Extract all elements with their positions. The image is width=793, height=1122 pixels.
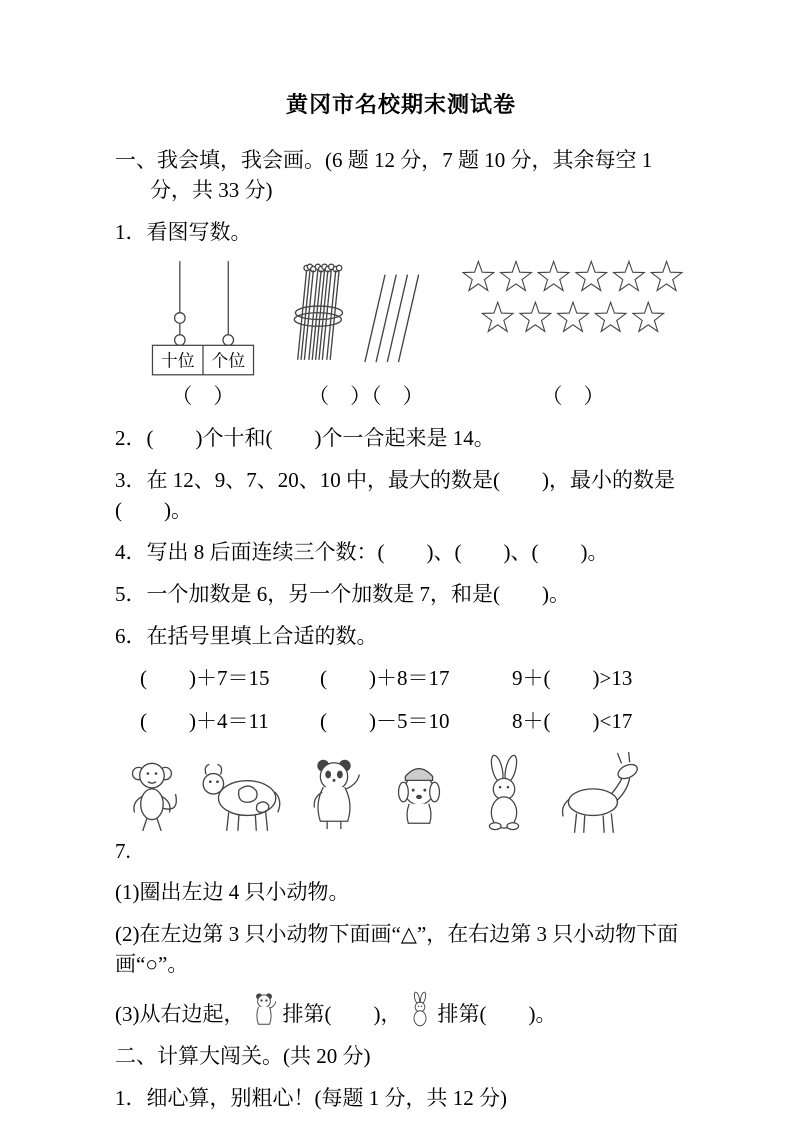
rabbit-icon (465, 751, 543, 837)
sticks-column (273, 259, 459, 409)
monkey-icon (119, 751, 189, 837)
q6-equations-row1 (115, 663, 687, 693)
panda-small-icon (248, 991, 280, 1029)
question-7-item2: (2)在左边第 3 只小动物下面画“△”，在右边第 3 只小动物下面画“○”。 (115, 922, 679, 976)
question-7-item3 (115, 991, 687, 1029)
stars-icon (459, 259, 687, 339)
animals-figure (119, 749, 687, 837)
equation-5: ( )－5＝10 (320, 709, 450, 733)
abacus-ones-label: 个位 (211, 351, 245, 371)
donkey-icon (550, 751, 644, 837)
stars-column (459, 259, 687, 409)
item3-text-1: (3)从右边起， (115, 1002, 245, 1026)
abacus-icon (139, 259, 267, 379)
abacus-tens-label: 十位 (160, 351, 195, 371)
abacus-column (133, 259, 273, 409)
section2-question-1: 1．细心算，别粗心！(每题 1 分，共 12 分) (115, 1086, 507, 1110)
question-1: 1．看图写数。 (115, 220, 252, 244)
page-content (115, 88, 687, 1122)
q6-equations-row2 (115, 706, 687, 736)
count-figure (133, 259, 687, 409)
sticks-answer-blanks: （ ）（ ） (308, 384, 424, 408)
equation-2: ( )＋8＝17 (320, 666, 450, 690)
cow-icon (196, 751, 288, 837)
dog-icon (380, 751, 458, 837)
section2-heading: 二、计算大闯关。(共 20 分) (115, 1044, 371, 1068)
question-7-number: 7. (115, 839, 131, 863)
question-4: 4．写出 8 后面连续三个数：( )、( )、( )。 (115, 540, 609, 564)
item3-text-2: 排第( )， (282, 1002, 402, 1026)
item3-text-3: 排第( )。 (437, 1002, 557, 1026)
equation-6: 8＋( )<17 (512, 709, 633, 733)
stars-answer-blank: （ ） (541, 384, 605, 408)
page-title: 黄冈市名校期末测试卷 (285, 92, 516, 117)
question-7-item1: (1)圈出左边 4 只小动物。 (115, 880, 350, 904)
question-3: 3．在 12、9、7、20、10 中，最大的数是( )，最小的数是( )。 (115, 468, 675, 522)
question-6: 6．在括号里填上合适的数。 (115, 624, 378, 648)
abacus-answer-blank: （ ） (171, 384, 235, 408)
equation-1: ( )＋7＝15 (140, 666, 270, 690)
question-5: 5．一个加数是 6，另一个加数是 7，和是( )。 (115, 582, 570, 606)
equation-4: ( )＋4＝11 (140, 709, 269, 733)
section1-heading: 一、我会填，我会画。(6 题 12 分，7 题 10 分，其余每空 1 分，共 33 分) (115, 148, 653, 202)
equation-3: 9＋( )>13 (512, 666, 633, 690)
panda-icon (295, 751, 373, 837)
rabbit-small-icon (405, 991, 435, 1029)
question-2: 2．( )个十和( )个一合起来是 14。 (115, 426, 495, 450)
sticks-bundle-icon (282, 259, 450, 371)
